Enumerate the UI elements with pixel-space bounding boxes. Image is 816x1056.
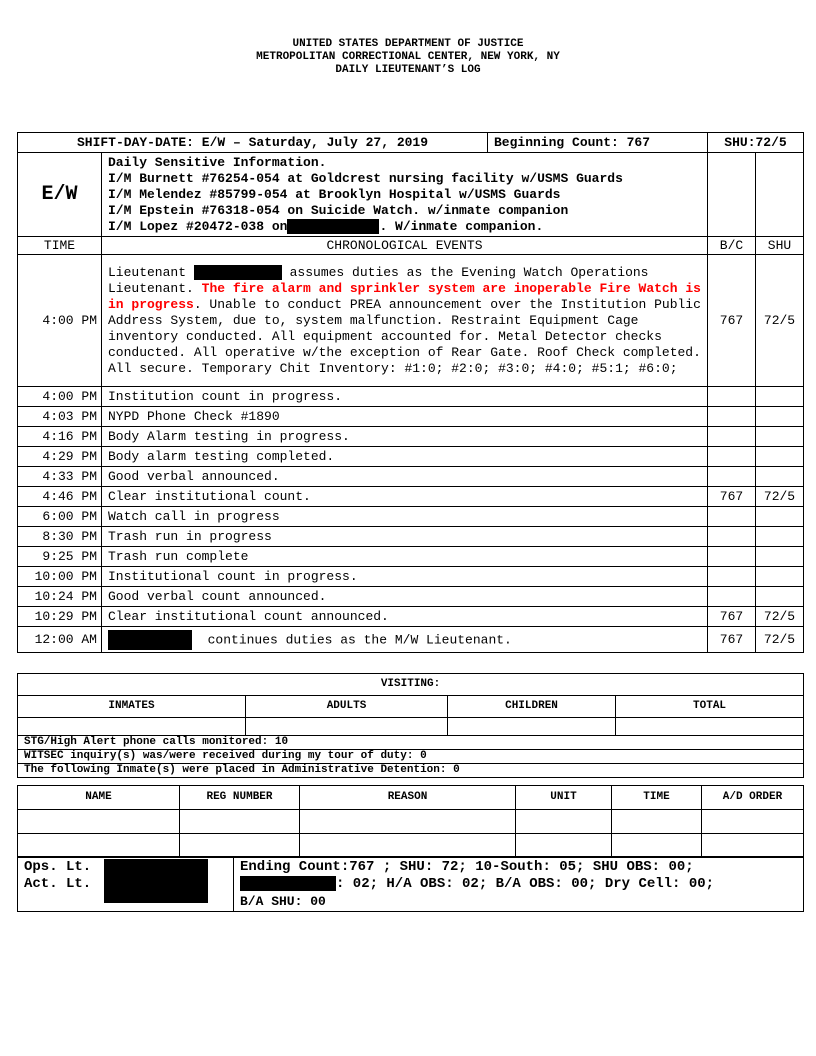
event-bc [708,387,756,407]
log-table [17,132,804,653]
event-text: Body Alarm testing in progress. [102,427,708,447]
event-bc: 767 [708,607,756,627]
detention-cell [300,834,516,858]
event-shu [756,527,804,547]
footer-table [17,856,804,912]
witsec-note: WITSEC inquiry(s) was/were received during my tour of duty: 0 [18,750,804,764]
event-time: 4:46 PM [18,487,102,507]
detention-cell [18,834,180,858]
detention-cell [612,834,702,858]
ending-count-line [240,876,797,893]
table-row [18,507,804,527]
event-text: Trash run complete [102,547,708,567]
event-time: 10:24 PM [18,587,102,607]
table-row [18,607,804,627]
event-shu [756,467,804,487]
event-text: Watch call in progress [102,507,708,527]
sensitive-line: Daily Sensitive Information. [108,154,327,170]
table-row [18,547,804,567]
agency-title: UNITED STATES DEPARTMENT OF JUSTICE [292,38,524,50]
col-inmates: INMATES [18,696,246,718]
col-ad-order: A/D ORDER [702,786,804,810]
event-text [102,255,708,387]
visiting-cell [246,718,448,736]
redaction [240,876,336,891]
event-time: 8:30 PM [18,527,102,547]
col-events: CHRONOLOGICAL EVENTS [102,237,708,255]
facility-title: METROPOLITAN CORRECTIONAL CENTER, NEW YORK, NY [256,51,560,63]
event-bc [708,427,756,447]
event-shu [756,407,804,427]
event-time: 9:25 PM [18,547,102,567]
table-row [18,567,804,587]
col-unit: UNIT [516,786,612,810]
event-bc [708,467,756,487]
col-reg-number: REG NUMBER [180,786,300,810]
event-bc: 767 [708,255,756,387]
shu-cell [756,153,804,237]
visiting-cell [448,718,616,736]
table-row [18,587,804,607]
event-shu: 72/5 [756,255,804,387]
event-text-part: continues duties as the M/W Lieutenant. [207,631,512,647]
sensitive-line: I/M Epstein #76318-054 on Suicide Watch. w/inmate companion [108,202,569,218]
detention-cell [300,810,516,834]
event-shu [756,427,804,447]
event-text-part: . Unable to conduct PREA announcement over the Institution Public Address System, due to, system malfunction. Restraint Equipment Cage inventory conducted. All equipment accounted for. Metal Detector checks conducted. All operative w/the exception of Rear Gate. Roof Check completed. All secure. Temporary Chit Inventory: #1:0; #2:0; #3:0; #4:0; #5:1; #6:0; [108,296,701,376]
event-text: Clear institutional count announced. [102,607,708,627]
col-time: TIME [18,237,102,255]
event-shu: 72/5 [756,487,804,507]
detention-cell [18,810,180,834]
event-time: 4:03 PM [18,407,102,427]
event-bc: 767 [708,627,756,653]
event-bc [708,407,756,427]
table-row [18,627,804,653]
table-row [18,487,804,507]
visiting-title: VISITING: [18,674,804,696]
event-text: Institutional count in progress. [102,567,708,587]
event-bc [708,447,756,467]
ending-count-line: B/A SHU: 00 [240,894,326,910]
event-text: Institution count in progress. [102,387,708,407]
event-bc: 767 [708,487,756,507]
event-bc [708,567,756,587]
event-shu [756,587,804,607]
admin-detention-note: The following Inmate(s) were placed in Administrative Detention: 0 [18,764,804,778]
event-time: 4:16 PM [18,427,102,447]
event-bc [708,587,756,607]
sensitive-text: . W/inmate companion. [379,218,544,234]
event-shu [756,507,804,527]
event-text: Good verbal announced. [102,467,708,487]
ops-lt-label: Ops. Lt. [24,859,92,875]
bc-cell [708,153,756,237]
detention-cell [702,834,804,858]
shift-day-date: SHIFT-DAY-DATE: E/W – Saturday, July 27, 2019 [18,133,488,153]
beginning-count: Beginning Count: 767 [488,133,708,153]
lieutenant-signatures [18,857,234,912]
sensitive-info [102,153,708,237]
shu-count: SHU:72/5 [708,133,804,153]
event-text: Good verbal count announced. [102,587,708,607]
redaction [108,630,192,650]
table-row [18,427,804,447]
col-shu: SHU [756,237,804,255]
event-time: 4:29 PM [18,447,102,467]
event-time: 10:29 PM [18,607,102,627]
col-time: TIME [612,786,702,810]
sensitive-line: I/M Burnett #76254-054 at Goldcrest nursing facility w/USMS Guards [108,170,623,186]
event-text [102,627,708,653]
col-name: NAME [18,786,180,810]
event-shu: 72/5 [756,627,804,653]
act-lt-label: Act. Lt. [24,876,92,892]
visiting-table [17,673,804,778]
col-reason: REASON [300,786,516,810]
detention-table [17,785,804,858]
event-shu [756,447,804,467]
table-row [18,527,804,547]
visiting-cell [616,718,804,736]
col-children: CHILDREN [448,696,616,718]
event-text: NYPD Phone Check #1890 [102,407,708,427]
fire-watch-alert: The fire alarm and sprinkler system are inoperable Fire Watch is in progress [108,280,701,312]
event-text-part: assumes duties as the Evening Watch Operations Lieutenant. [108,264,649,296]
sensitive-text: I/M Lopez #20472-038 on [108,218,288,234]
event-bc [708,547,756,567]
col-adults: ADULTS [246,696,448,718]
event-time: 10:00 PM [18,567,102,587]
sensitive-line: I/M Melendez #85799-054 at Brooklyn Hospital w/USMS Guards [108,186,561,202]
event-bc [708,527,756,547]
event-shu [756,547,804,567]
ending-count-line: Ending Count:767 ; SHU: 72; 10-South: 05; SHU OBS: 00; [240,859,694,875]
detention-cell [612,810,702,834]
ending-count-text: : 02; H/A OBS: 02; B/A OBS: 00; Dry Cell: 00; [336,876,715,893]
col-bc: B/C [708,237,756,255]
event-time: 6:00 PM [18,507,102,527]
detention-cell [180,834,300,858]
watch-label: E/W [18,153,102,237]
detention-cell [516,810,612,834]
col-total: TOTAL [616,696,804,718]
redaction [287,219,379,234]
detention-cell [702,810,804,834]
event-lead: Lieutenant [108,264,187,280]
event-shu [756,567,804,587]
ending-count-summary [234,857,804,912]
event-shu [756,387,804,407]
sensitive-line [108,219,701,235]
detention-cell [180,810,300,834]
event-time: 4:33 PM [18,467,102,487]
redaction [104,859,208,903]
event-shu: 72/5 [756,607,804,627]
event-bc [708,507,756,527]
event-time: 4:00 PM [18,255,102,387]
table-row [18,407,804,427]
table-row [18,447,804,467]
event-text: Clear institutional count. [102,487,708,507]
event-text: Trash run in progress [102,527,708,547]
table-row [18,387,804,407]
stg-calls-note: STG/High Alert phone calls monitored: 10 [18,736,804,750]
event-time: 4:00 PM [18,387,102,407]
redaction [194,265,282,280]
detention-cell [516,834,612,858]
log-title: DAILY LIEUTENANT’S LOG [335,64,481,76]
visiting-cell [18,718,246,736]
table-row [18,467,804,487]
event-time: 12:00 AM [18,627,102,653]
event-text: Body alarm testing completed. [102,447,708,467]
